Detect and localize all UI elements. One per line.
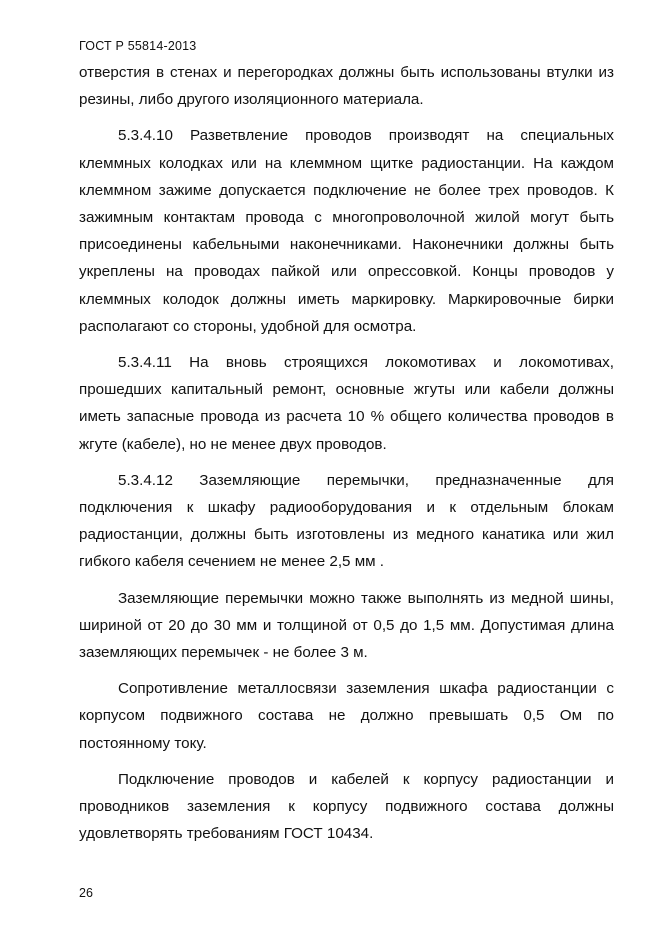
paragraph-5-3-4-12: 5.3.4.12 Заземляющие перемычки, предназначенные для подключения к шкафу радиооборудования и к отдельным блокам радиостанции, должны быть изготовлены из медного канатика или жил гибкого кабеля сечением не менее 2,5 мм . <box>79 471 614 571</box>
paragraph-continuation: отверстия в стенах и перегородках должны быть использованы втулки из резины, либо другого изоляционного материала. <box>79 64 614 109</box>
document-header: ГОСТ Р 55814-2013 <box>79 39 197 53</box>
document-body <box>79 59 614 856</box>
paragraph-grounding-bus: Заземляющие перемычки можно также выполнять из медной шины, шириной от 20 до 30 мм и толщиной от 0,5 до 1,5 мм. Допустимая длина заземляющих перемычек - не более 3 м. <box>79 589 614 662</box>
paragraph-5-3-4-10: 5.3.4.10 Разветвление проводов производят на специальных клеммных колодках или на клеммном щитке радиостанции. На каждом клеммном зажиме допускается подключение не более трех проводов. К зажимным контактам провода с многопроволочной жилой могут быть присоединены кабельными наконечниками. Наконечники должны быть укреплены на проводах пайкой или опрессовкой. Концы проводов у клеммных колодок должны иметь маркировку. Маркировочные бирки располагают со стороны, удобной для осмотра. <box>79 127 614 335</box>
paragraph-5-3-4-11: 5.3.4.11 На вновь строящихся локомотивах и локомотивах, прошедших капитальный ремонт, основные жгуты или кабели должны иметь запасные провода из расчета 10 % общего количества проводов в жгуте (кабеле), но не менее двух проводов. <box>79 354 614 453</box>
paragraph-resistance: Сопротивление металлосвязи заземления шкафа радиостанции с корпусом подвижного состава не должно превышать 0,5 Ом по постоянному току. <box>79 680 614 752</box>
page-number: 26 <box>79 886 93 900</box>
paragraph-connection: Подключение проводов и кабелей к корпусу радиостанции и проводников заземления к корпусу подвижного состава должны удовлетворять требованиям ГОСТ 10434. <box>79 770 614 843</box>
